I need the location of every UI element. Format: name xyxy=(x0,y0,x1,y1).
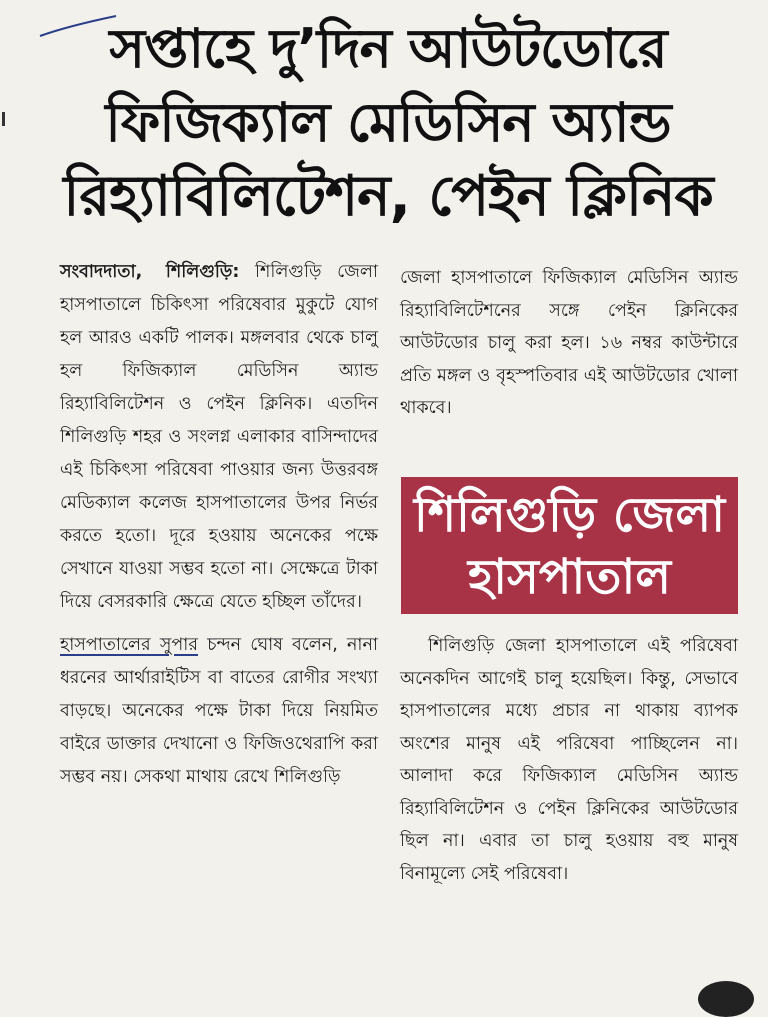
article-continuation: জেলা হাসপাতালে ফিজিক্যাল মেডিসিন অ্যান্ড রিহ্যাবিলিটেশনের সঙ্গে পেইন ক্লিনিকের আউটডোর চালু করা হল। ১৬ নম্বর কাউন্টারে প্রতি মঙ্গল ও বৃহস্পতিবার এই আউটডোর খোলা থাকবে। xyxy=(400,268,738,418)
section-banner xyxy=(401,477,738,614)
margin-mark xyxy=(2,112,5,126)
paragraph-2-text: চন্দন ঘোষ বলেন, নানা ধরনের আর্থারাইটিস বা বাতের রোগীর সংখ্যা বাড়ছে। অনেকের পক্ষে টাকা দিয়ে নিয়মিত বাইরে ডাক্তার দেখানো ও ফিজিওথেরাপি করা সম্ভব নয়। সেকথা মাথায় রেখে শিলিগুড়ি xyxy=(60,635,378,787)
article-paragraph-2 xyxy=(60,629,378,794)
paragraph-2-lead: হাসপাতালের সুপার xyxy=(60,635,198,655)
headline-line-1: সপ্তাহে দু’দিন আউটডোরে xyxy=(109,17,667,80)
headline xyxy=(28,12,748,234)
sidebar-paragraph: শিলিগুড়ি জেলা হাসপাতালে এই পরিষেবা অনেকদিন আগেই চালু হয়েছিল। কিন্তু, সেভাবে হাসপাতালের মধ্যে প্রচার না থাকায় ব্যাপক অংশের মানুষ এই পরিষেবা পাচ্ছিলেন না। আলাদা করে ফিজিক্যাল মেডিসিন অ্যান্ড রিহ্যাবিলিটেশন ও পেইন ক্লিনিকের আউটডোর ছিল না। এবার তা চালু হওয়ায় বহু মানুষ বিনামূল্যে সেই পরিষেবা। xyxy=(400,636,738,884)
banner-line-2: হাসপাতাল xyxy=(467,548,672,605)
dateline: শিলিগুড়ি: xyxy=(165,262,240,282)
corner-shadow xyxy=(698,981,754,1017)
article-column-left xyxy=(60,256,378,794)
article-column-right xyxy=(400,262,738,425)
sidebar-story xyxy=(400,630,738,890)
banner-line-1: শিলিগুড়ি জেলা xyxy=(413,486,725,543)
headline-line-2: ফিজিক্যাল মেডিসিন অ্যান্ড xyxy=(105,91,671,154)
paragraph-1-text: শিলিগুড়ি জেলা হাসপাতালে চিকিৎসা পরিষেবার মুকুটে যোগ হল আরও একটি পালক। মঙ্গলবার থেকে চালু হল ফিজিক্যাল মেডিসিন অ্যান্ড রিহ্যাবিলিটেশন ও পেইন ক্লিনিক। এতদিন শিলিগুড়ি শহর ও সংলগ্ন এলাকার বাসিন্দাদের এই চিকিৎসা পরিষেবা পাওয়ার জন্য উত্তরবঙ্গ মেডিক্যাল কলেজ হাসপাতালের উপর নির্ভর করতে হতো। দূরে হওয়ায় অনেকের পক্ষে সেখানে যাওয়া সম্ভব হতো না। সেক্ষেত্রে টাকা দিয়ে বেসরকারি ক্ষেত্রে যেতে হচ্ছিল তাঁদের। xyxy=(60,262,378,612)
article-paragraph-1 xyxy=(60,256,378,619)
byline: সংবাদদাতা, xyxy=(60,262,143,282)
headline-line-3: রিহ্যাবিলিটেশন, পেইন ক্লিনিক xyxy=(63,164,713,229)
